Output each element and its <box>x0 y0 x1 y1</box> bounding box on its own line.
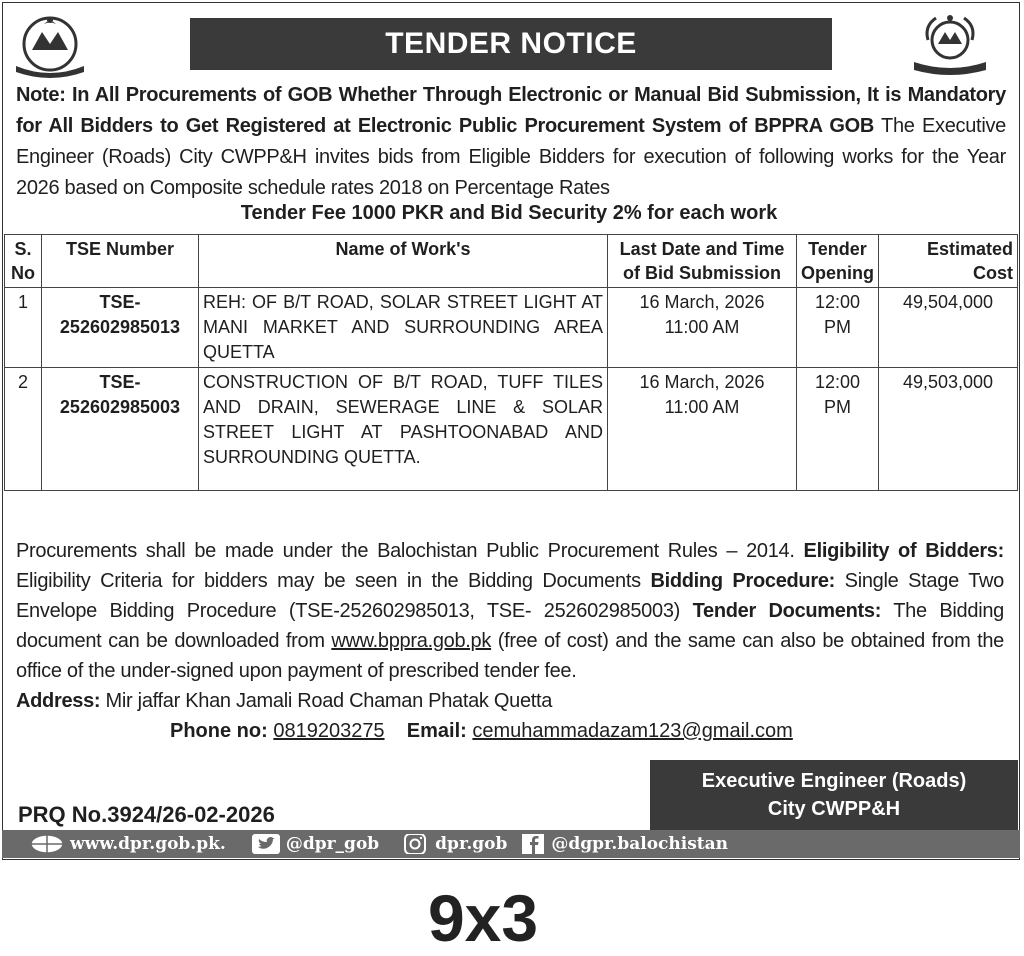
table-header-row <box>5 235 1018 288</box>
signature-title: Executive Engineer (Roads) <box>701 770 967 792</box>
procedure-text: Single Stage Two Envelope Bidding Procedure (TSE-252602985013, TSE- 252602985003) <box>16 570 1004 622</box>
submission-time: 11:00 AM <box>664 397 740 417</box>
submission-date: 16 March, 2026 <box>639 372 765 392</box>
signature-block <box>650 760 1018 830</box>
eligibility-text: Eligibility Criteria for bidders may be seen in the Bidding Documents <box>16 570 651 592</box>
row-cost: 49,503,000 <box>878 368 1017 491</box>
signature-office: City CWPP&H <box>767 798 901 820</box>
eligibility-label: Eligibility of Bidders: <box>803 540 1004 562</box>
balochistan-emblem-left-icon <box>10 10 90 78</box>
phone-label: Phone no: <box>170 720 268 742</box>
submission-time: 11:00 AM <box>664 317 740 337</box>
footer-website[interactable] <box>30 834 226 854</box>
instagram-icon <box>401 834 429 854</box>
header-tse: TSE Number <box>42 235 199 288</box>
note-bold-intro: Note: In All Procurements of GOB Whether Through Electronic or Manual Bid Submission, It is Mandatory for All Bidders to Get Registered at Electronic Public Procurement System of BPPRA GOB <box>16 84 1006 137</box>
header-sno: S. No <box>5 235 42 288</box>
prq-number: PRQ No.3924/26-02-2026 <box>18 802 275 827</box>
header-opening: Tender Opening <box>797 235 879 288</box>
footer-bar <box>2 830 1020 858</box>
header-name: Name of Work's <box>199 235 608 288</box>
row-work-name: CONSTRUCTION OF B/T ROAD, TUFF TILES AND DRAIN, SEWERAGE LINE & SOLAR STREET LIGHT AT PASHTOONABAD AND SURROUNDING QUETTA. <box>199 368 608 491</box>
email-label: Email: <box>406 720 467 742</box>
bppra-website-link[interactable]: www.bppra.gob.pk <box>331 630 492 652</box>
footer-twitter[interactable] <box>252 834 379 854</box>
footer-website-text: www.dpr.gob.pk. <box>70 834 226 854</box>
tse-prefix: TSE- <box>99 292 141 312</box>
tse-number: 252602985013 <box>59 317 181 337</box>
address-text: Mir jaffar Khan Jamali Road Chaman Phatak Quetta <box>100 690 553 712</box>
note-paragraph <box>16 80 1006 204</box>
rules-text: Procurements shall be made under the Balochistan Public Procurement Rules – 2014. <box>16 540 804 562</box>
header-date: Last Date and Time of Bid Submission <box>608 235 797 288</box>
email-address[interactable]: cemuhammadazam123@gmail.com <box>472 720 793 742</box>
table-row <box>5 288 1018 368</box>
tse-prefix: TSE- <box>99 372 141 392</box>
opening-period: PM <box>823 317 851 337</box>
phone-number[interactable]: 0819203275 <box>273 720 385 742</box>
works-table <box>4 234 1018 491</box>
header-cost: Estimated Cost <box>878 235 1017 288</box>
row-cost: 49,504,000 <box>878 288 1017 368</box>
procedure-label: Bidding Procedure: <box>650 570 836 592</box>
footer-facebook[interactable] <box>521 834 728 854</box>
facebook-icon <box>521 834 545 854</box>
table-row <box>5 368 1018 491</box>
documents-text: The Bidding document can be downloaded from <box>16 600 1004 652</box>
opening-time: 12:00 <box>814 372 861 392</box>
opening-period: PM <box>823 397 851 417</box>
tender-fee: Tender Fee 1000 PKR and Bid Security 2% for each work <box>240 202 778 224</box>
documents-label: Tender Documents: <box>692 600 882 622</box>
row-sno: 2 <box>5 368 42 491</box>
documents-text-2: (free of cost) and the same can also be obtained from the office of the under-signed upon payment of prescribed tender fee. <box>16 630 1004 682</box>
tender-notice-title: TENDER NOTICE <box>190 18 832 70</box>
footer-instagram[interactable] <box>401 834 507 854</box>
ad-size-label: 9x3 <box>427 881 539 955</box>
twitter-icon <box>252 834 280 854</box>
row-date <box>608 288 797 368</box>
footer-twitter-text: @dpr_gob <box>285 834 380 854</box>
row-date <box>608 368 797 491</box>
row-sno: 1 <box>5 288 42 368</box>
procurement-details <box>16 536 1004 716</box>
footer-facebook-text: @dgpr.balochistan <box>551 834 729 854</box>
row-opening <box>797 368 879 491</box>
row-tse <box>42 288 199 368</box>
submission-date: 16 March, 2026 <box>639 292 765 312</box>
balochistan-emblem-right-icon <box>910 10 990 78</box>
contact-line <box>170 720 793 743</box>
address-label: Address: <box>16 690 101 712</box>
tse-number: 252602985003 <box>59 397 181 417</box>
footer-instagram-text: dpr.gob <box>435 834 508 854</box>
row-tse <box>42 368 199 491</box>
globe-icon <box>30 834 64 854</box>
opening-time: 12:00 <box>814 292 861 312</box>
row-work-name: REH: OF B/T ROAD, SOLAR STREET LIGHT AT MANI MARKET AND SURROUNDING AREA QUETTA <box>199 288 608 368</box>
note-text: The Executive Engineer (Roads) City CWPP&H invites bids from Eligible Bidders for execution of following works for the Year 2026 based on Composite schedule rates 2018 on Percentage Rates <box>16 115 1006 199</box>
row-opening <box>797 288 879 368</box>
